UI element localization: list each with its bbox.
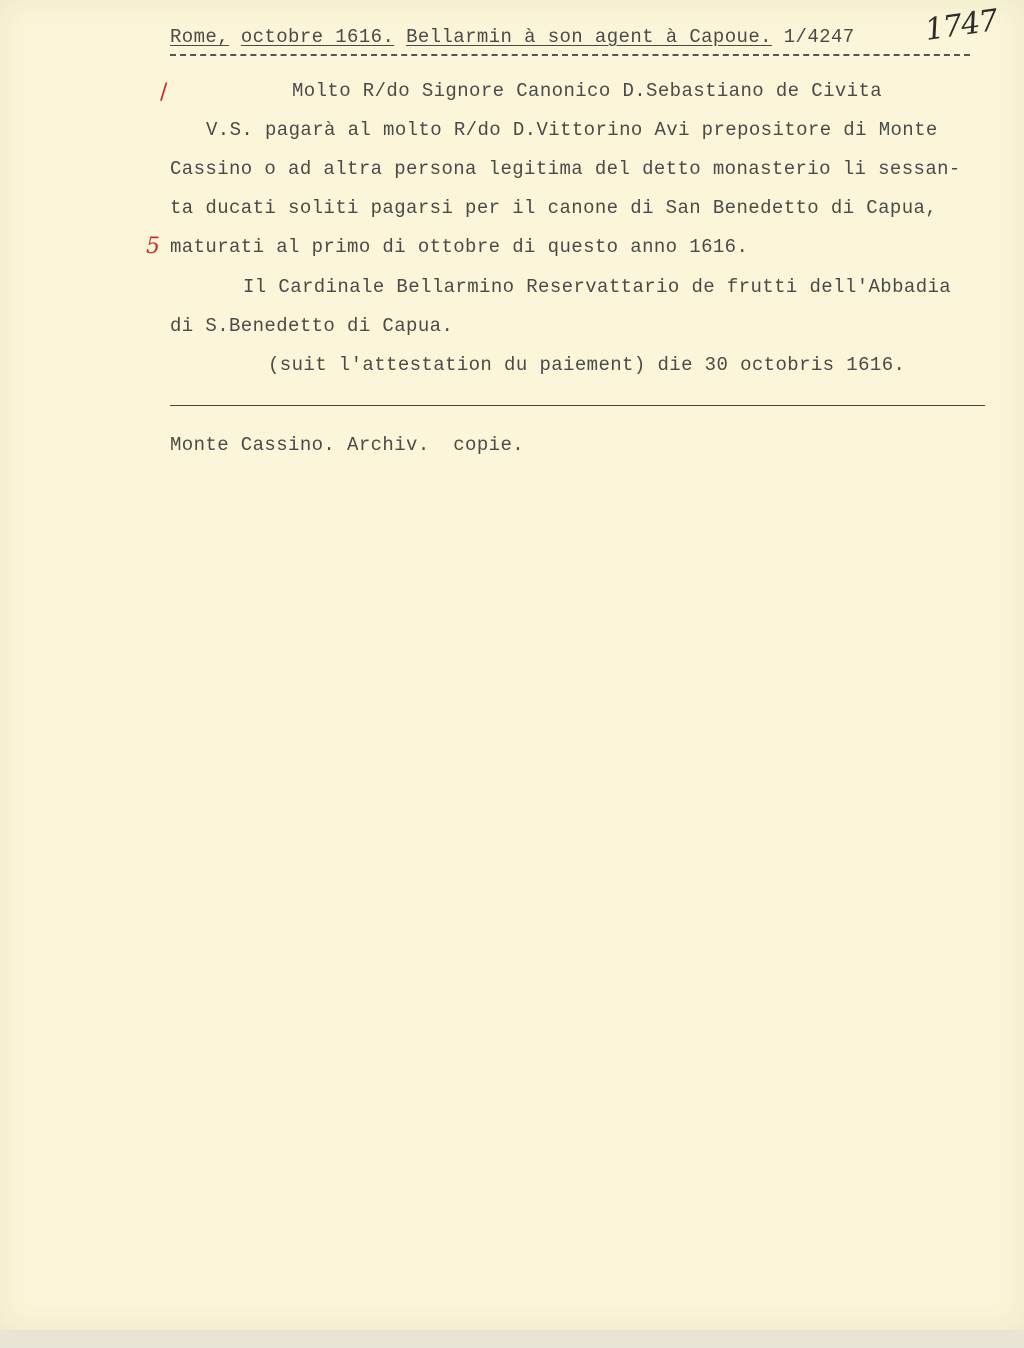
header-place: Rome,: [170, 26, 230, 48]
salutation-line: Molto R/do Signore Canonico D.Sebastiano de Civita: [292, 80, 883, 102]
section-divider: [170, 405, 985, 406]
signature-line-2: di S.Benedetto di Capua.: [170, 315, 454, 337]
body-line-4: maturati al primo di ottobre di questo anno 1616.: [170, 236, 749, 258]
header-subject: Bellarmin à son agent à Capoue.: [406, 26, 772, 48]
header-dashed-rule: [170, 54, 970, 56]
handwritten-reference-number: 1747: [922, 3, 1000, 48]
red-margin-mark-slash: /: [160, 80, 168, 105]
body-line-3: ta ducati soliti pagarsi per il canone di San Benedetto di Capua,: [170, 197, 938, 219]
source-note: Monte Cassino. Archiv. copie.: [170, 434, 525, 456]
body-line-2: Cassino o ad altra persona legitima del detto monasterio li sessan-: [170, 158, 961, 180]
page-bottom-edge: [0, 1330, 1024, 1348]
red-margin-mark-five: 5: [146, 234, 160, 259]
body-line-1: V.S. pagarà al molto R/do D.Vittorino Avi prepositore di Monte: [206, 119, 938, 141]
header-date: octobre 1616.: [240, 26, 395, 48]
attestation-line: (suit l'attestation du paiement) die 30 octobris 1616.: [268, 354, 906, 376]
document-header: [170, 25, 855, 49]
header-reference: 1/4247: [783, 26, 855, 48]
signature-line-1: Il Cardinale Bellarmino Reservattario de frutti dell'Abbadia: [243, 276, 952, 298]
